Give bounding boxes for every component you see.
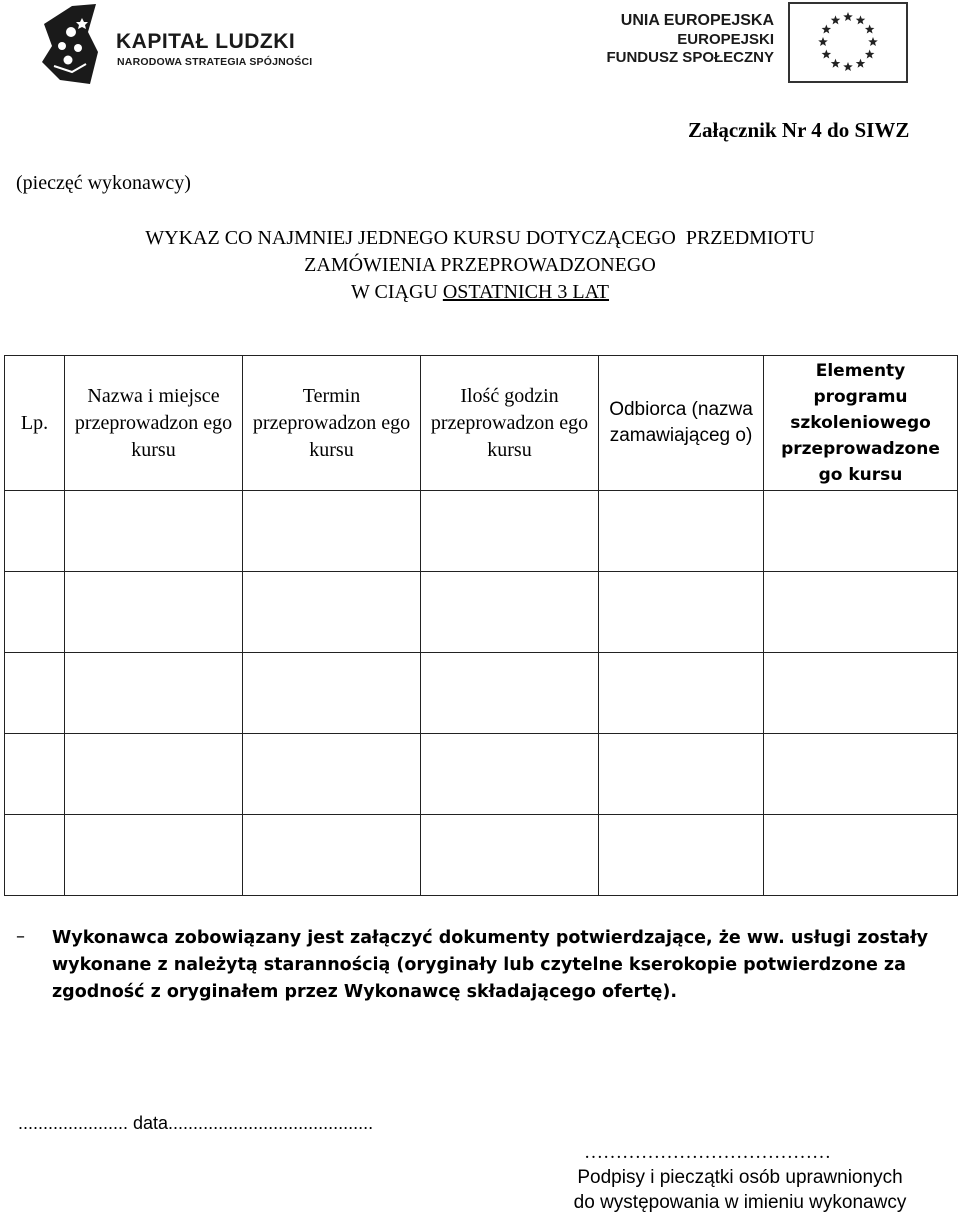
title-line1: WYKAZ CO NAJMNIEJ JEDNEGO KURSU DOTYCZĄCEGO PRZEDMIOTU bbox=[145, 227, 815, 249]
courses-table bbox=[4, 355, 958, 896]
contractor-stamp-label: (pieczęć wykonawcy) bbox=[16, 172, 191, 194]
header-name-place: Nazwa i miejsce przeprowadzon ego kursu bbox=[65, 356, 243, 491]
eu-star-icon bbox=[843, 12, 853, 21]
eu-star-icon bbox=[856, 59, 866, 68]
header-hours: Ilość godzin przeprowadzon ego kursu bbox=[421, 356, 599, 491]
eu-star-icon bbox=[865, 25, 875, 34]
document-title bbox=[0, 225, 960, 306]
eu-star-icon bbox=[856, 15, 866, 24]
table-row bbox=[5, 653, 958, 734]
header-date: Termin przeprowadzon ego kursu bbox=[243, 356, 421, 491]
kapital-ludzki-logo bbox=[38, 2, 318, 86]
eu-flag-icon bbox=[788, 2, 908, 83]
note-bullet: – bbox=[16, 926, 25, 947]
place-date-line: ...................... data......................................... bbox=[18, 1113, 374, 1133]
eu-star-icon bbox=[868, 37, 878, 46]
eu-star-icon bbox=[831, 15, 841, 24]
kapital-ludzki-subtitle: NARODOWA STRATEGIA SPÓJNOŚCI bbox=[117, 56, 313, 68]
eu-logo-text bbox=[580, 12, 774, 66]
kapital-ludzki-emblem-icon bbox=[38, 2, 102, 86]
eu-star-icon bbox=[822, 50, 832, 59]
title-line3-underlined: OSTATNICH 3 LAT bbox=[442, 281, 610, 303]
title-line2: ZAMÓWIENIA PRZEPROWADZONEGO bbox=[304, 254, 656, 276]
eu-line2: EUROPEJSKI bbox=[677, 31, 774, 48]
signature-block bbox=[540, 1140, 940, 1215]
eu-star-icon bbox=[865, 50, 875, 59]
header-lp: Lp. bbox=[5, 356, 65, 491]
signature-line1: Podpisy i pieczątki osób uprawnionych bbox=[577, 1167, 903, 1188]
table-row bbox=[5, 734, 958, 815]
eu-line3: FUNDUSZ SPOŁECZNY bbox=[606, 49, 774, 66]
eu-star-icon bbox=[822, 25, 832, 34]
eu-stars-icon bbox=[790, 4, 906, 81]
table-header-row bbox=[5, 356, 958, 491]
annex-label: Załącznik Nr 4 do SIWZ bbox=[688, 118, 910, 142]
header-program: Elementy programu szkoleniowego przeprowadzone go kursu bbox=[764, 356, 958, 491]
header-recipient: Odbiorca (nazwa zamawiająceg o) bbox=[599, 356, 764, 491]
eu-star-icon bbox=[843, 62, 853, 71]
table-row bbox=[5, 815, 958, 896]
eu-line1: UNIA EUROPEJSKA bbox=[620, 12, 774, 29]
title-line3 bbox=[0, 279, 960, 306]
kapital-ludzki-title: KAPITAŁ LUDZKI bbox=[116, 30, 296, 53]
title-line3-prefix: W CIĄGU bbox=[350, 281, 443, 303]
note-text: Wykonawca zobowiązany jest załączyć dokumenty potwierdzające, że ww. usługi zostały wykonane z należytą starannością (oryginały lub czytelne kserokopie potwierdzone za zgodność z oryginałem przez Wykonawcę składającego ofertę). bbox=[52, 928, 928, 1002]
signature-line2: do występowania w imieniu wykonawcy bbox=[573, 1192, 907, 1213]
table-row bbox=[5, 572, 958, 653]
table-row bbox=[5, 491, 958, 572]
eu-star-icon bbox=[831, 59, 841, 68]
eu-star-icon bbox=[818, 37, 828, 46]
signature-dots: ………………………………… bbox=[584, 1142, 831, 1163]
